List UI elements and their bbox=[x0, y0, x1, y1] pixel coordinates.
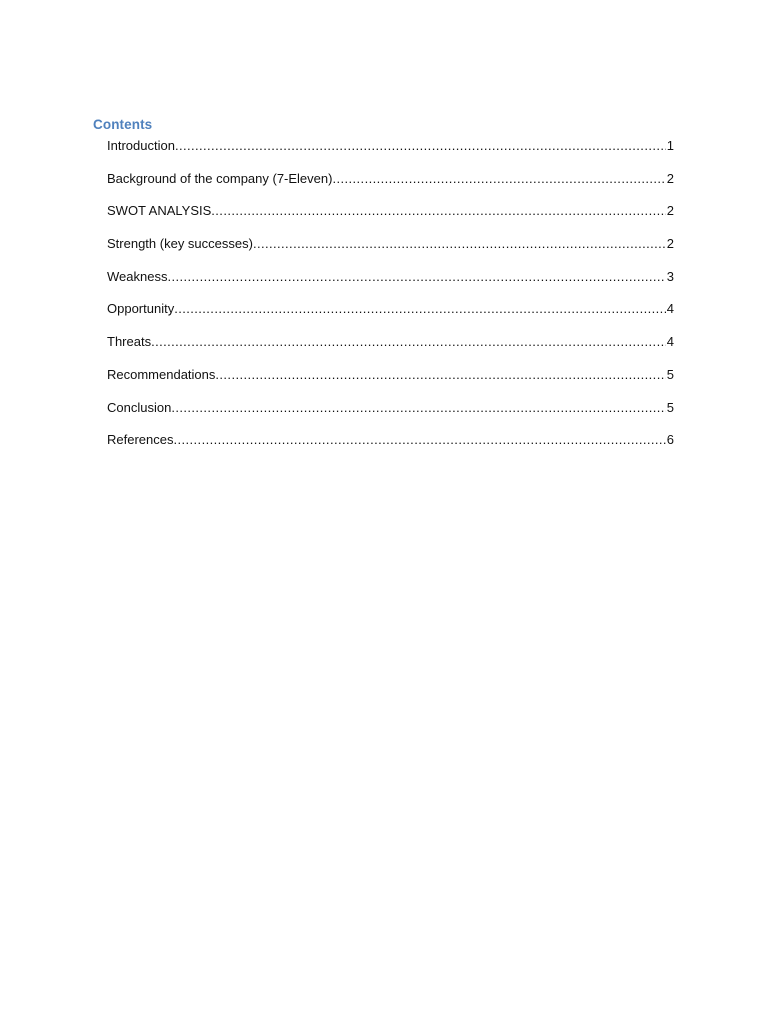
toc-entry-page-number: 4 bbox=[666, 334, 674, 350]
toc-dot-leader bbox=[215, 367, 665, 382]
toc-entry-label: Opportunity bbox=[107, 301, 175, 317]
toc-entry-page-number: 2 bbox=[666, 170, 674, 186]
toc-entry-label: References bbox=[107, 432, 174, 448]
toc-entry-conclusion[interactable] bbox=[107, 400, 674, 433]
toc-entry-page-number: 5 bbox=[666, 399, 674, 415]
toc-entry-recommendations[interactable] bbox=[107, 367, 674, 400]
toc-entry-label: Threats bbox=[107, 334, 152, 350]
toc-dot-leader bbox=[253, 236, 666, 251]
toc-entry-page-number: 1 bbox=[666, 138, 674, 153]
toc-entry-label: Recommendations bbox=[107, 366, 216, 382]
toc-entry-page-number: 3 bbox=[666, 268, 674, 284]
toc-dot-leader bbox=[171, 400, 665, 415]
toc-entry-page-number: 6 bbox=[666, 432, 674, 448]
toc-entry-references[interactable] bbox=[107, 432, 674, 465]
toc-dot-leader bbox=[151, 334, 666, 349]
toc-entry-background[interactable] bbox=[107, 171, 674, 204]
toc-entry-page-number: 2 bbox=[666, 203, 674, 219]
toc-dot-leader bbox=[173, 432, 665, 447]
toc-entry-label: SWOT ANALYSIS bbox=[107, 203, 212, 219]
toc-heading: Contents bbox=[93, 117, 153, 132]
toc-entry-label: Weakness bbox=[107, 268, 168, 284]
toc-entry-page-number: 4 bbox=[666, 301, 674, 317]
toc-dot-leader bbox=[332, 171, 665, 186]
toc-dot-leader bbox=[167, 269, 665, 284]
toc-entry-swot-analysis[interactable] bbox=[107, 203, 674, 236]
toc-entry-opportunity[interactable] bbox=[107, 301, 674, 334]
toc-entry-page-number: 2 bbox=[666, 236, 674, 252]
toc-entry-label: Strength (key successes) bbox=[107, 236, 253, 252]
toc-dot-leader bbox=[175, 138, 666, 153]
toc-entry-page-number: 5 bbox=[666, 366, 674, 382]
toc-dot-leader bbox=[174, 301, 666, 316]
toc-entry-label: Introduction bbox=[107, 138, 175, 153]
table-of-contents bbox=[107, 138, 674, 465]
toc-entry-threats[interactable] bbox=[107, 334, 674, 367]
toc-entry-introduction[interactable] bbox=[107, 138, 674, 171]
toc-entry-strength[interactable] bbox=[107, 236, 674, 269]
toc-entry-weakness[interactable] bbox=[107, 269, 674, 302]
toc-dot-leader bbox=[211, 203, 665, 218]
toc-entry-label: Conclusion bbox=[107, 399, 172, 415]
toc-entry-label: Background of the company (7-Eleven) bbox=[107, 170, 333, 186]
